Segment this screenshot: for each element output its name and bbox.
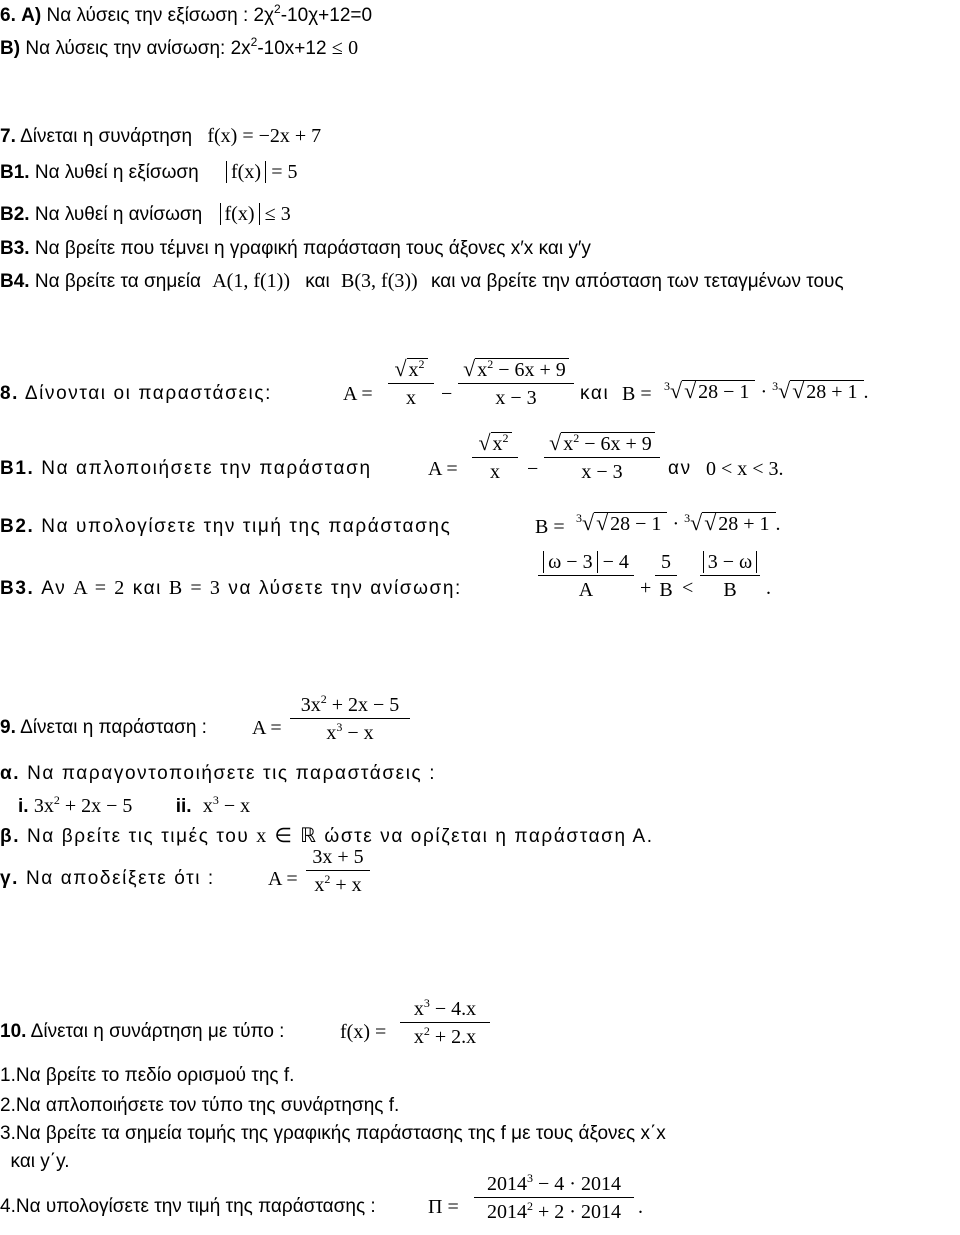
problem-10-q1: 1.Να βρείτε το πεδίο ορισμού της f. xyxy=(0,1065,295,1086)
cube-root-product: $^3$√√ 28 − 1 · $^3$√√ 28 + 1 . xyxy=(576,510,781,535)
a-equals: A = xyxy=(428,458,458,480)
plus-sign: + xyxy=(640,577,652,599)
problem-9-subparts: i. $3x^2 + 2x - 5$ ii. $x^3 - x$ xyxy=(18,793,251,817)
problem-7-b2 xyxy=(0,204,291,224)
problem-9-a: α. Να παραγοντοποιήσετε τις παραστάσεις : xyxy=(0,763,437,784)
problem-8-number: 8. xyxy=(0,383,20,404)
a-equals: A = xyxy=(268,868,298,890)
problem-10-q3: 3.Να βρείτε τα σημεία τομής της γραφικής παράστασης της f με τους άξονες x΄x xyxy=(0,1123,666,1144)
absolute-value: f(x) xyxy=(226,161,266,183)
problem-8-b3: B3. Αν A = 2 και B = 3 να λύσετε την ανίσωση: xyxy=(0,577,462,599)
problem-9-fraction: $3x^2 + 2x - 5$ $x^3 - x$ xyxy=(290,695,410,743)
b2-text: Να λυθεί η ανίσωση xyxy=(34,204,203,225)
b3-label: B3. xyxy=(0,238,30,259)
b-equals: B = xyxy=(535,516,565,538)
problem-9-c: γ. Να αποδείξετε ότι : xyxy=(0,868,215,889)
part-a-text: Να λύσεις την εξίσωση : 2χ xyxy=(46,5,275,26)
fraction-sqrt-quadratic: √ $x^2 - 6x + 9$ x − 3 xyxy=(544,432,660,482)
problem-8-b2: B2. Να υπολογίσετε την τιμή της παράστασης xyxy=(0,516,452,537)
inequality-rhs: 0 xyxy=(348,37,359,59)
relation-symbol: ≤ xyxy=(331,37,343,59)
problem-8-text: Δίνονται οι παραστάσεις: xyxy=(24,383,272,404)
part-b-text: Να λύσεις την ανίσωση: 2x xyxy=(25,38,251,59)
problem-10-q3-cont: και y΄y. xyxy=(0,1151,70,1172)
pi-equals: Π = xyxy=(428,1196,459,1218)
problem-7-number: 7. xyxy=(0,126,16,147)
a-equals: A = xyxy=(343,383,373,405)
condition-word: αν xyxy=(668,458,692,479)
problem-8-intro xyxy=(0,384,272,403)
b4-label: B4. xyxy=(0,271,30,292)
part-b-label: B) xyxy=(0,38,21,59)
problem-10-q2: 2.Να απλοποιήσετε τον τύπο της συνάρτησης f. xyxy=(0,1095,400,1116)
b3-text: Να βρείτε που τέμνει η γραφική παράσταση τους άξονες x′x και y′y xyxy=(34,238,591,259)
problem-10-q4-fraction: 2014$^3$ − 4 · 2014 2014$^2$ + 2 · 2014 xyxy=(474,1174,634,1222)
b1-label: B1. xyxy=(0,162,30,183)
b2-rhs: ≤ 3 xyxy=(264,203,291,225)
problem-10-q4: 4.Να υπολογίσετε την τιμή της παράστασης : xyxy=(0,1196,376,1217)
b4-text: Να βρείτε τα σημεία xyxy=(34,271,201,292)
absolute-value: f(x) xyxy=(220,203,260,225)
problem-7-b3 xyxy=(0,239,591,258)
period: . xyxy=(638,1196,643,1218)
problem-7-intro xyxy=(0,126,321,146)
minus-sign: − xyxy=(441,383,453,405)
problem-9-intro: 9. Δίνεται η παράσταση : xyxy=(0,717,207,738)
fraction-sqrt-x2-over-x: √ $x^2$ x xyxy=(472,432,518,482)
inequality-tail: -10x+12 xyxy=(257,38,327,59)
function-name: f(x) = xyxy=(340,1021,387,1043)
radical-sign: √ xyxy=(394,356,407,381)
b1-text: Να λυθεί η εξίσωση xyxy=(34,162,199,183)
and-word: και xyxy=(305,271,330,292)
and-word: και xyxy=(580,383,610,404)
period: . xyxy=(766,577,771,599)
condition: 0 < x < 3. xyxy=(706,458,784,480)
problem-7-text: Δίνεται η συνάρτηση xyxy=(20,126,193,147)
less-than: < xyxy=(682,577,694,599)
problem-9-c-fraction: 3x + 5 $x^2 + x$ xyxy=(306,847,370,895)
problem-7-b4 xyxy=(0,271,844,291)
problem-8-b1: B1. Να απλοποιήσετε την παράσταση xyxy=(0,458,372,479)
point-b: B(3, f(3)) xyxy=(341,270,418,292)
problem-7-b1 xyxy=(0,162,298,182)
problem-9-b: β. Να βρείτε τις τιμές του x ∈ ℝ ώστε να ορίζεται η παράσταση Α. xyxy=(0,825,654,847)
b2-label: B2. xyxy=(0,204,30,225)
cube-root-product: $^3$√√ 28 − 1 · $^3$√√ 28 + 1 . xyxy=(664,378,869,403)
fraction-sqrt-quadratic: √ $x^2 - 6x + 9$ x − 3 xyxy=(458,358,574,408)
point-a: A(1, f(1)) xyxy=(212,270,290,292)
problem-6-part-a xyxy=(0,2,373,26)
b4-text-tail: και να βρείτε την απόσταση των τεταγμένων τους xyxy=(430,271,844,292)
problem-6-part-b xyxy=(0,35,359,59)
minus-sign: − xyxy=(527,458,539,480)
b1-rhs: = 5 xyxy=(271,161,298,183)
a-equals: A = xyxy=(252,717,282,739)
function-formula: f(x) = −2x + 7 xyxy=(207,125,322,147)
part-a-label: A) xyxy=(21,5,42,26)
exponent: 2 xyxy=(274,2,281,16)
equation-tail: -10χ+12=0 xyxy=(280,5,373,26)
fraction-abs-3-minus-omega: 3 − ω B xyxy=(700,552,760,600)
problem-10-intro: 10. Δίνεται η συνάρτηση με τύπο : xyxy=(0,1021,285,1042)
exponent: 2 xyxy=(250,35,258,49)
problem-10-fraction: $x^3 - 4.x$ $x^2 + 2.x$ xyxy=(400,999,490,1047)
b-equals: B = xyxy=(622,383,652,405)
fraction-sqrt-x2-over-x: √ $x^2$ x xyxy=(388,358,434,408)
fraction-5-over-b: 5 B xyxy=(655,552,677,600)
problem-6-number: 6. xyxy=(0,5,16,26)
fraction-abs-omega: ω − 3 − 4 A xyxy=(538,552,634,600)
